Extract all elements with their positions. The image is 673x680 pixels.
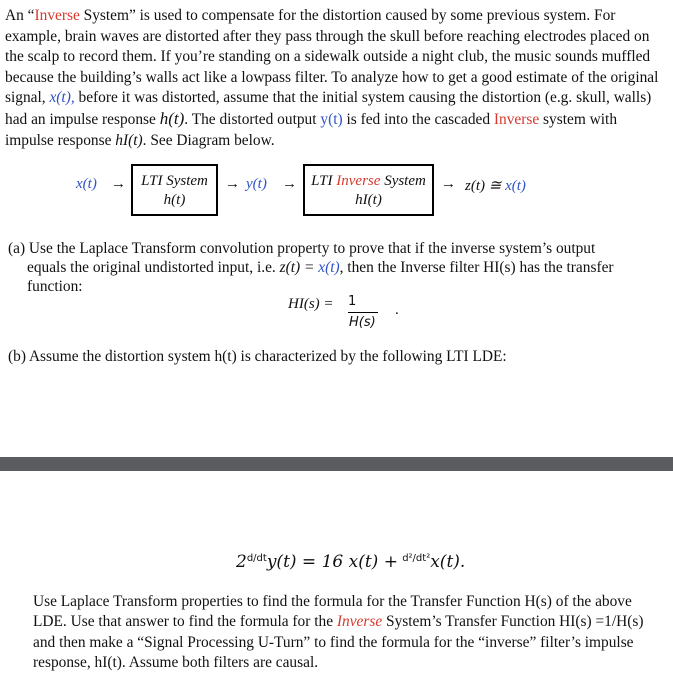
arrow-icon: →: [111, 176, 126, 192]
signal-x: x(t): [318, 259, 340, 276]
part-b: (b) Assume the distortion system h(t) is characterized by the following LTI LDE:: [8, 348, 507, 365]
eq-lhs: y(t) = 16 x(t) +: [266, 552, 398, 572]
signal-y: y(t): [320, 110, 343, 128]
eq-coefficient: 2: [236, 552, 247, 572]
inverse-keyword: Inverse: [336, 173, 381, 189]
intro-text: An “: [5, 7, 35, 24]
intro-text: . See Diagram below.: [142, 131, 275, 149]
intro-text: is fed into the cascaded: [342, 110, 494, 128]
intro-text: System” is used to compensate for the distortion caused by some previous system. For example, brain waves are distorted after they pass through the skull before reaching electrodes placed on the scalp to record them. If you’re standing on a sidewalk outside a night club, the music sounds muffled because the building’s walls act like a lowpass filter. To analyze how to get a good estimate of the original signal,: [5, 7, 659, 107]
formula-numerator: 1: [348, 294, 357, 309]
arrow-icon: →: [225, 176, 240, 192]
closing-text: Use Laplace Transform properties to find the formula for the Transfer Function H(s) of the above LDE. Use that answer to find the formula for the: [33, 593, 632, 631]
box2-impulse: hI(t): [355, 192, 382, 208]
intro-text: . The distorted output: [184, 110, 321, 128]
part-a-text: , then the Inverse filter HI(s) has the transfer: [339, 259, 614, 276]
inverse-keyword: Inverse: [34, 7, 80, 24]
divider-bar: [0, 457, 673, 471]
formula-dot: .: [395, 302, 399, 318]
signal-z: z(t) =: [279, 259, 319, 276]
arrow-icon: →: [441, 176, 456, 192]
box2-prefix: LTI: [311, 173, 337, 189]
diagram-output: [465, 176, 526, 195]
inverse-keyword: Inverse: [336, 613, 383, 631]
formula-denominator: H(s): [349, 315, 376, 330]
impulse-h: h(t): [159, 108, 185, 128]
eq-derivative-1: d/dt: [246, 553, 267, 564]
part-a-line3: function:: [27, 278, 83, 295]
lde-equation: [236, 552, 465, 572]
inverse-keyword: Inverse: [493, 110, 540, 128]
part-a-line2: [8, 258, 653, 277]
eq-rhs: x(t).: [430, 552, 466, 572]
intro-text: system with impulse response: [5, 110, 618, 149]
lti-system-box: [131, 164, 218, 216]
part-a-text: (a) Use the Laplace Transform convolution property to prove that if the inverse system’s output: [8, 240, 596, 257]
part-a-text: equals the original undistorted input, i.e.: [27, 259, 280, 276]
intro-paragraph: [5, 6, 660, 151]
diagram-mid: y(t): [246, 176, 267, 192]
formula-lhs: HI(s) =: [288, 296, 334, 312]
box2-title: [305, 172, 432, 191]
box1-impulse: h(t): [163, 192, 186, 208]
box2-suffix: System: [380, 173, 426, 189]
lti-inverse-box: [303, 164, 434, 216]
output-z: z(t) ≅: [465, 178, 506, 194]
signal-x: x(t),: [49, 89, 75, 107]
arrow-icon: →: [282, 176, 297, 192]
closing-text: System’s Transfer Function HI(s) =1/H(s) and then make a “Signal Processing U-Turn” to find the formula for the “inverse” filter’s impulse response, hI(t). Assume both filters are causal.: [33, 613, 644, 672]
system-diagram: [0, 162, 673, 224]
fraction-bar: [348, 312, 378, 313]
impulse-hi: hI(t): [115, 131, 143, 149]
part-a: [8, 239, 653, 296]
box1-title: LTI System: [141, 173, 208, 189]
diagram-input: x(t): [76, 176, 97, 192]
closing-paragraph: [33, 592, 653, 674]
output-x: x(t): [505, 178, 526, 194]
intro-text: before it was distorted, assume that the initial system causing the distortion (e.g. skull, walls) had an impulse response: [5, 89, 652, 128]
eq-derivative-2: d²/dt²: [402, 553, 431, 564]
